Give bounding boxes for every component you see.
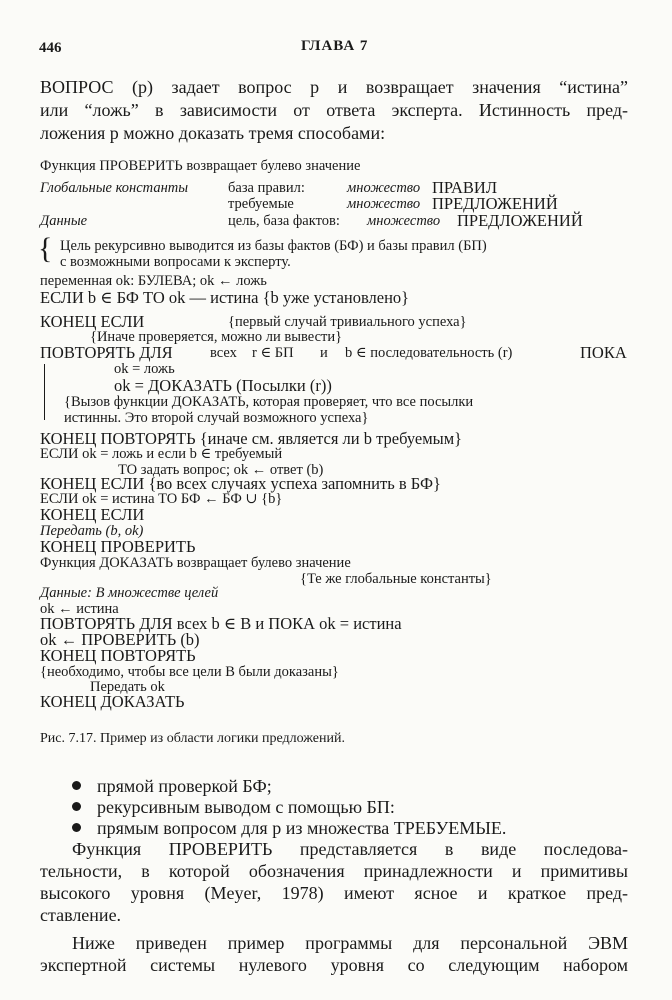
code-line: Функция ДОКАЗАТЬ возвращает булево значение	[40, 555, 351, 571]
intro-line: ВОПРОС (p) задает вопрос p и возвращает значения “истина”	[40, 77, 628, 97]
list-item-text: прямой проверкой БФ;	[97, 776, 272, 796]
paragraph-line: тельности, в которой обозначения принадлежности и примитивы	[40, 861, 628, 881]
code-line: ПРАВИЛ	[432, 178, 498, 197]
intro-line: ложения p можно доказать тремя способами:	[40, 123, 386, 143]
code-line: ok ← истина	[40, 601, 119, 617]
list-item	[72, 818, 506, 839]
code-line: КОНЕЦ ЕСЛИ	[40, 505, 145, 524]
code-comment: {Иначе проверяется, можно ли вывести}	[90, 329, 343, 345]
list-item	[72, 797, 395, 818]
code-line: r ∈ БП	[252, 345, 294, 361]
code-line: Передать (b, ok)	[40, 523, 144, 539]
list-item-text: рекурсивным выводом с помощью БП:	[97, 797, 395, 817]
code-line: цель, база фактов:	[228, 213, 340, 229]
loop-bar	[44, 364, 45, 420]
intro-line: или “ложь” в зависимости от ответа эксперта. Истинность пред-	[40, 100, 628, 120]
code-comment: {Те же глобальные константы}	[300, 571, 492, 587]
paragraph-line: экспертной системы нулевого уровня со следующим набором	[40, 955, 628, 975]
code-line: ЕСЛИ ok = истина ТО БФ ← БФ ∪ {b}	[40, 491, 283, 507]
code-label: Данные	[40, 213, 88, 229]
code-line: ПОВТОРЯТЬ ДЛЯ	[40, 343, 173, 362]
paragraph-line: высокого уровня (Meyer, 1978) имеют ясное и краткое пред-	[40, 883, 628, 903]
code-line: КОНЕЦ ЕСЛИ {во всех случаях успеха запомнить в БФ}	[40, 474, 441, 493]
code-line: множество	[367, 213, 441, 229]
code-line: ПРЕДЛОЖЕНИЙ	[432, 194, 558, 213]
code-line: переменная ok: БУЛЕВА; ok ← ложь	[40, 273, 267, 289]
code-line: ПОВТОРЯТЬ ДЛЯ всех b ∈ B и ПОКА ok = истина	[40, 614, 402, 633]
code-line: ok = ДОКАЗАТЬ (Посылки (r))	[114, 376, 332, 395]
list-item	[72, 776, 272, 797]
code-line: с возможными вопросами к эксперту.	[60, 254, 291, 270]
code-line: ТО задать вопрос; ok ← ответ (b)	[118, 462, 324, 478]
code-line: ЕСЛИ ok = ложь и если b ∈ требуемый	[40, 446, 283, 462]
code-line: всех	[210, 345, 237, 361]
code-comment: {первый случай тривиального успеха}	[228, 314, 467, 330]
page-number: 446	[39, 40, 62, 56]
code-line: b ∈ последовательность (r)	[345, 345, 513, 361]
running-header: ГЛАВА 7	[301, 38, 369, 54]
code-line: ok = ложь	[114, 361, 175, 377]
code-line: ПРЕДЛОЖЕНИЙ	[457, 211, 583, 230]
code-line: Данные: В множестве целей	[40, 585, 219, 601]
paragraph-line: Функция ПРОВЕРИТЬ представляется в виде последова-	[72, 839, 628, 859]
code-comment: {Вызов функции ДОКАЗАТЬ, которая проверяет, что все посылки	[64, 394, 474, 410]
list-item-text: прямым вопросом для p из множества ТРЕБУЕМЫЕ.	[97, 818, 507, 838]
code-line: ok ← ПРОВЕРИТЬ (b)	[40, 630, 200, 649]
code-line: Передать ok	[90, 679, 165, 695]
code-line: и	[320, 345, 328, 361]
code-line: КОНЕЦ ПРОВЕРИТЬ	[40, 537, 196, 556]
code-label: Глобальные константы	[40, 180, 189, 196]
bullet-icon	[72, 802, 81, 811]
code-line: Функция ПРОВЕРИТЬ возвращает булево значение	[40, 158, 361, 174]
code-comment: истинны. Это второй случай возможного успеха}	[64, 410, 369, 426]
code-line: множество	[347, 180, 421, 196]
code-line: ЕСЛИ b ∈ БФ ТО ok — истина {b уже установлено}	[40, 288, 410, 307]
code-line: требуемые	[228, 196, 294, 212]
code-line: КОНЕЦ ПОВТОРЯТЬ {иначе см. является ли b требуемым}	[40, 429, 463, 448]
code-line: ПОКА	[580, 343, 627, 362]
code-line: КОНЕЦ ДОКАЗАТЬ	[40, 692, 185, 711]
bullet-icon	[72, 823, 81, 832]
code-line: Цель рекурсивно выводится из базы фактов (БФ) и базы правил (БП)	[60, 238, 487, 254]
paragraph-line: ставление.	[40, 905, 122, 925]
comment-brace: {	[38, 232, 53, 265]
code-line: КОНЕЦ ЕСЛИ	[40, 312, 145, 331]
code-line: множество	[347, 196, 421, 212]
paragraph-line: Ниже приведен пример программы для персональной ЭВМ	[72, 933, 628, 953]
code-comment: {необходимо, чтобы все цели B были доказаны}	[40, 664, 339, 680]
bullet-icon	[72, 781, 81, 790]
figure-caption: Рис. 7.17. Пример из области логики предложений.	[40, 731, 345, 746]
code-line: база правил:	[228, 180, 305, 196]
code-line: КОНЕЦ ПОВТОРЯТЬ	[40, 646, 196, 665]
